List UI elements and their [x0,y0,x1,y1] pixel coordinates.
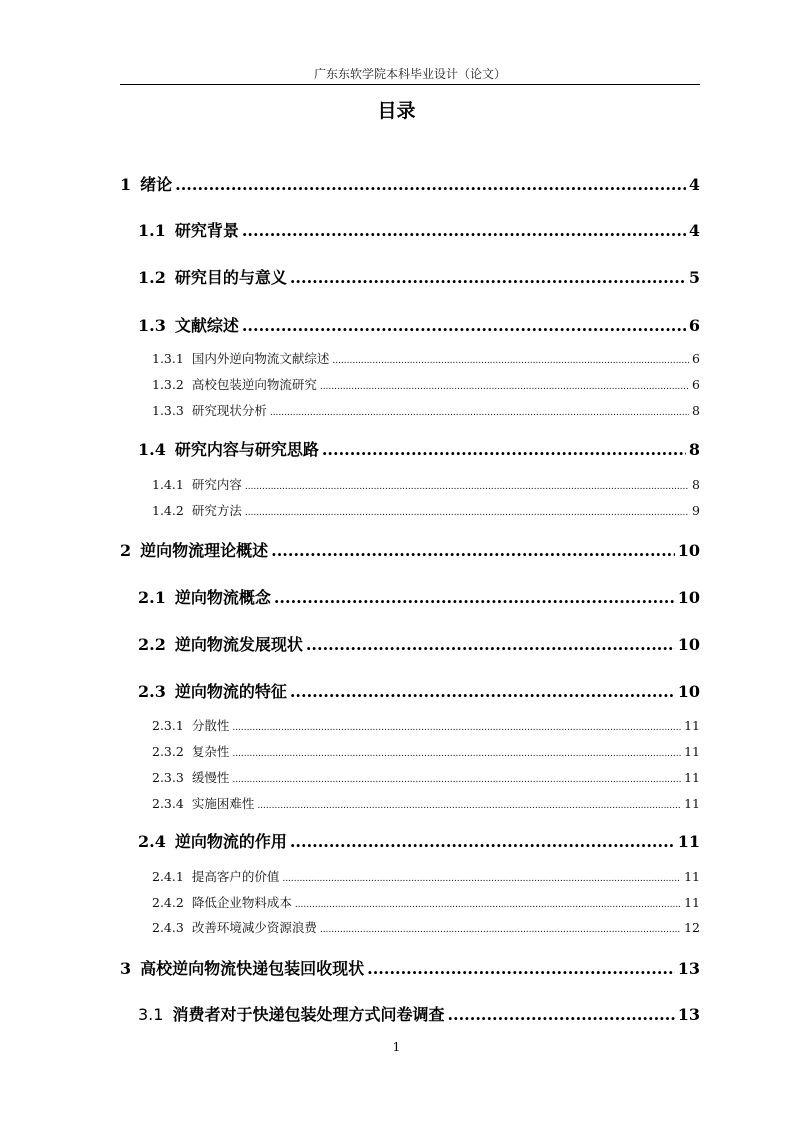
dot-leader [257,801,681,811]
toc-entry-page: 10 [677,682,700,701]
dot-leader [245,482,689,492]
toc-entry-page: 10 [677,588,700,607]
toc-entry[interactable] [152,401,700,419]
dot-leader [320,382,689,392]
toc-entry-page: 13 [677,1005,700,1024]
dot-leader [271,541,675,560]
toc-entry-page: 10 [677,635,700,654]
toc-entry-number: 1.3.3 [152,403,184,418]
toc-entry-title: 逆向物流的特征 [174,682,287,701]
dot-leader [242,221,686,240]
toc-entry-number: 2.1 [138,588,166,607]
toc-entry-number: 3.1 [138,1005,164,1024]
toc-entry-page: 12 [684,920,700,935]
toc-entry-number: 2 [120,541,132,560]
dot-leader [270,408,689,418]
page-title: 目录 [377,100,416,122]
toc-entry-number: 2.3.4 [152,796,184,811]
toc-entry-title: 消费者对于快递包装处理方式问卷调查 [172,1005,445,1024]
dot-leader [447,1005,674,1024]
dot-leader [242,316,686,335]
toc-entry-page: 8 [688,440,700,459]
dot-leader [175,175,686,194]
toc-entry[interactable] [152,716,700,734]
toc-entry-page: 6 [688,316,700,335]
toc-entry-number: 1 [120,175,132,194]
toc-entry-page: 11 [684,796,700,811]
toc-entry-title: 高校逆向物流快递包装回收现状 [140,959,365,978]
toc-entry-title: 复杂性 [191,744,230,759]
toc-entry-title: 缓慢性 [191,770,230,785]
toc-entry[interactable] [152,794,700,812]
toc-entry-title: 逆向物流发展现状 [174,635,303,654]
header-rule [120,84,700,85]
toc-entry[interactable] [138,265,700,288]
toc-entry-page: 8 [692,477,700,492]
toc-entry-title: 研究现状分析 [191,403,267,418]
toc-entry-page: 11 [677,832,700,851]
dot-leader [232,749,681,759]
toc-entry[interactable] [152,918,700,936]
toc-entry-number: 1.1 [138,221,166,240]
toc-entry-page: 4 [688,175,700,194]
toc-entry[interactable] [120,172,700,195]
toc-entry-title: 绪论 [140,175,173,194]
toc-entry[interactable] [152,893,700,911]
toc-entry-page: 13 [677,959,700,978]
toc-entry[interactable] [138,585,700,608]
dot-leader [232,723,681,733]
toc-entry[interactable] [138,313,700,336]
toc-entry-title: 提高客户的价值 [191,869,280,884]
toc-entry-title: 研究方法 [191,503,242,518]
dot-leader [295,900,681,910]
toc-entry-title: 研究背景 [174,221,239,240]
toc-entry-page: 5 [688,268,700,287]
dot-leader [232,775,681,785]
toc-entry-page: 4 [688,221,700,240]
dot-leader [290,682,675,701]
toc-entry[interactable] [152,768,700,786]
toc-entry-page: 6 [692,351,700,366]
toc-entry-page: 11 [684,869,700,884]
toc-entry-number: 1.3.2 [152,377,184,392]
toc-entry-number: 1.4.1 [152,477,184,492]
toc-entry-title: 分散性 [191,718,230,733]
toc-entry[interactable] [152,742,700,760]
toc-entry-number: 2.4.2 [152,895,184,910]
toc-entry-title: 国内外逆向物流文献综述 [191,351,330,366]
toc-entry-page: 6 [692,377,700,392]
toc-entry[interactable] [152,501,700,519]
toc-entry[interactable] [152,375,700,393]
toc-entry-title: 逆向物流的作用 [174,832,287,851]
toc-entry[interactable] [120,956,700,979]
toc-entry-page: 11 [684,744,700,759]
toc-entry-number: 2.4.1 [152,869,184,884]
toc-entry-page: 10 [677,541,700,560]
dot-leader [290,268,686,287]
toc-entry-number: 2.3.1 [152,718,184,733]
dot-leader [290,832,675,851]
toc-entry-page: 8 [692,403,700,418]
toc-entry-page: 11 [684,770,700,785]
toc-entry-page: 9 [692,503,700,518]
toc-entry[interactable] [138,218,700,241]
toc-entry[interactable] [120,538,700,561]
toc-entry[interactable] [138,632,700,655]
toc-entry[interactable] [138,679,700,702]
toc-entry-number: 2.3.2 [152,744,184,759]
toc-entry-title: 研究目的与意义 [174,268,287,287]
toc-entry-number: 2.3 [138,682,166,701]
dot-leader [245,508,689,518]
toc-entry-title: 研究内容与研究思路 [174,440,319,459]
toc-entry-number: 2.2 [138,635,166,654]
page-number: 1 [392,1040,401,1054]
toc-entry-title: 改善环境减少资源浪费 [191,920,317,935]
toc-entry-title: 文献综述 [174,316,239,335]
dot-leader [320,925,681,935]
dot-leader [282,874,681,884]
toc-entry-page: 11 [684,718,700,733]
toc-entry-title: 逆向物流理论概述 [140,541,269,560]
dot-leader [274,588,675,607]
dot-leader [306,635,675,654]
toc-entry[interactable] [138,829,700,852]
toc-entry[interactable] [138,1002,700,1025]
toc-entry-title: 研究内容 [191,477,242,492]
toc-entry-title: 逆向物流概念 [174,588,271,607]
toc-entry-page: 11 [684,895,700,910]
toc-entry[interactable] [152,475,700,493]
toc-entry-number: 3 [120,959,132,978]
running-header: 广东东软学院本科毕业设计（论文） [313,67,506,81]
toc-entry-number: 1.4 [138,440,166,459]
toc-entry-number: 1.3.1 [152,351,184,366]
toc-entry-number: 1.4.2 [152,503,184,518]
dot-leader [367,959,675,978]
toc-entry[interactable] [138,437,700,460]
dot-leader [322,440,686,459]
dot-leader [332,356,689,366]
toc-entry-title: 高校包装逆向物流研究 [191,377,317,392]
toc-entry-number: 2.4.3 [152,920,184,935]
toc-entry[interactable] [152,349,700,367]
toc-entry-number: 1.3 [138,316,166,335]
toc-entry-number: 2.4 [138,832,166,851]
toc-entry-number: 1.2 [138,268,166,287]
toc-entry-number: 2.3.3 [152,770,184,785]
toc-entry-title: 降低企业物料成本 [191,895,292,910]
toc-entry-title: 实施困难性 [191,796,255,811]
toc-entry[interactable] [152,867,700,885]
